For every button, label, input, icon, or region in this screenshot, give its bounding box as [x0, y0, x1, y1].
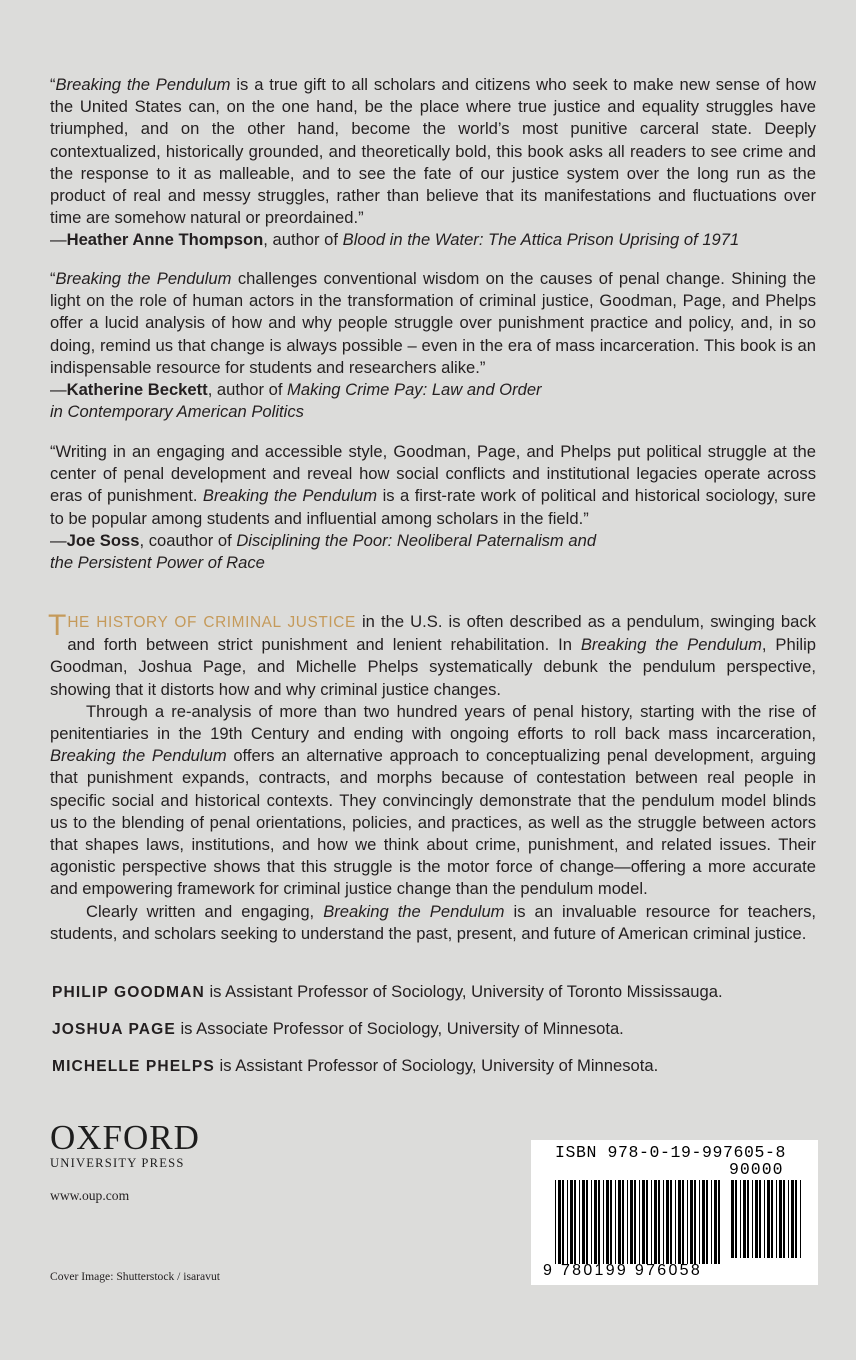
endorsement-quote: “Breaking the Pendulum challenges conventional wisdom on the causes of penal change. Shining the light on the role of human actors in the transformation of criminal justice, Goodman, Page, and Phelps offer a lucid analysis of how and why people struggle over punishment practice and policy, and, in so doing, remind us that change is always possible – even in the era of mass incarceration. This book is an indispensable resource for students and researchers alike.” [50, 269, 816, 377]
price-code: 90000 [729, 1160, 784, 1179]
barcode-bar [706, 1180, 708, 1264]
endorsement-beckett [50, 268, 816, 423]
author-name: MICHELLE PHELPS [52, 1058, 215, 1075]
barcode-bar [714, 1180, 717, 1264]
barcode-bar [598, 1180, 600, 1264]
barcode-bar [603, 1180, 604, 1264]
endorsement-attribution [50, 530, 816, 574]
isbn-barcode [531, 1140, 818, 1285]
barcode-bar [639, 1180, 640, 1264]
barcode-bar [795, 1180, 797, 1258]
barcode-bar [747, 1180, 749, 1258]
barcode-bar [752, 1180, 753, 1258]
lead-in: HE HISTORY OF CRIMINAL JUSTICE [67, 614, 356, 631]
quote-text: Writing in an engaging and accessible style, Goodman, Page, and Phelps put political struggle at the center of penal development and reveal how social conflicts and institutional legacies operate across eras of punishment. [50, 442, 816, 506]
barcode-bar [678, 1180, 681, 1264]
endorser-role: , author of [207, 380, 288, 400]
barcode-bar [579, 1180, 580, 1264]
barcode-bar [634, 1180, 636, 1264]
author-name: JOSHUA PAGE [52, 1021, 176, 1038]
barcode-bar [642, 1180, 645, 1264]
barcode-bar [610, 1180, 612, 1264]
barcode-bar [670, 1180, 672, 1264]
barcode-bar [606, 1180, 609, 1264]
dash: — [50, 530, 67, 550]
author-bio-text: is Assistant Professor of Sociology, University of Minnesota. [214, 1056, 659, 1075]
endorsement-attribution [50, 229, 816, 251]
barcode-bar [666, 1180, 669, 1264]
barcode-bar [586, 1180, 588, 1264]
endorsement-quote: “Writing in an engaging and accessible style, Goodman, Page, and Phelps put political struggle at the center of penal development and reveal how social conflicts and institutional legacies operate across eras of punishment. Breaking the Pendulum is a first-rate work of political and historical sociology, sure to be popular among students and influential among scholars in the field.” [50, 442, 816, 528]
barcode-bar [690, 1180, 693, 1264]
barcode-bar [779, 1180, 782, 1258]
publisher-url: www.oup.com [50, 1188, 130, 1203]
publisher-logo [50, 1118, 200, 1171]
book-title: Breaking the Pendulum [323, 901, 505, 921]
endorser-book: Blood in the Water: The Attica Prison Uprising of 1971 [342, 230, 740, 250]
book-title: Breaking the Pendulum [580, 635, 762, 655]
endorser-book-cont: in Contemporary American Politics [50, 402, 304, 422]
barcode-bar [675, 1180, 676, 1264]
endorser-name: Katherine Beckett [66, 380, 208, 400]
barcode-bar [651, 1180, 652, 1264]
barcode-bar [555, 1180, 556, 1264]
paragraph-text: in the U.S. is often described as a pendulum, swinging back and forth between strict punishment and lenient rehabilitation. In [67, 612, 816, 655]
paragraph-text: Through a re-analysis of more than two hundred years of penal history, starting with the rise of penitentiaries in the 19th Century and ending with ongoing efforts to roll back mass incarceration, [50, 701, 816, 744]
barcode-bar [771, 1180, 773, 1258]
author-name: PHILIP GOODMAN [52, 984, 205, 1001]
barcode-bar [687, 1180, 688, 1264]
barcode-bar [574, 1180, 576, 1264]
book-title: Breaking the Pendulum [202, 486, 378, 506]
endorser-book-cont: the Persistent Power of Race [50, 553, 265, 573]
barcode-bar [658, 1180, 660, 1264]
paragraph-text: offers an alternative approach to conceptualizing penal development, arguing that punishment expands, contracts, and morphs because of contestation between real people in specific social and historical contexts. They convincingly demonstrate that the pendulum model blinds us to the blending of penal orientations, policies, and practices, as well as the struggle between actors that shapes laws, institutions, and how we think about crime, punishment, and related issues. Their agonistic perspective shows that this struggle is the motor force of change—offering a more accurate and empowering framework for criminal justice change than the pendulum model. [50, 746, 816, 899]
dash: — [50, 380, 67, 400]
barcode-bar [663, 1180, 664, 1264]
description-paragraph-1 [50, 611, 816, 701]
barcode-bar [783, 1180, 785, 1258]
barcode-bar [755, 1180, 758, 1258]
barcode-bar [582, 1180, 585, 1264]
description-paragraph-3 [50, 901, 816, 945]
endorser-book: Disciplining the Poor: Neoliberal Paternalism and [236, 530, 597, 550]
barcode-bar [567, 1180, 568, 1264]
barcode-bar [718, 1180, 720, 1264]
barcode-bar [735, 1180, 737, 1258]
barcode-bar [622, 1180, 624, 1264]
barcode-bar [740, 1180, 741, 1258]
quote-text: challenges conventional wisdom on the causes of penal change. Shining the light on the role of human actors in the transformation of criminal justice, Goodman, Page, and Phelps offer a lucid analysis of how and why people struggle over punishment practice and policy, and, in so doing, remind us that change is always possible – even in the era of mass incarceration. This book is an indispensable resource for students and researchers alike.” [50, 269, 816, 377]
book-title: Breaking the Pendulum [55, 75, 231, 94]
paragraph-text: is an invaluable resource for teachers, students, and scholars seeking to understand the past, present, and future of American criminal justice. [50, 901, 816, 943]
barcode-bar [743, 1180, 746, 1258]
barcode-bar [759, 1180, 761, 1258]
book-description [50, 611, 816, 945]
logo-main-text: OXFORD [50, 1118, 200, 1157]
barcode-bar [702, 1180, 705, 1264]
endorser-book: Making Crime Pay: Law and Order [287, 380, 542, 400]
description-paragraph-2 [50, 701, 816, 901]
barcode-bar [570, 1180, 573, 1264]
book-title: Breaking the Pendulum [55, 269, 232, 288]
endorser-name: Heather Anne Thompson [66, 230, 264, 250]
barcode-bar [699, 1180, 700, 1264]
barcode-bar [562, 1180, 564, 1264]
author-bio [52, 1018, 818, 1041]
author-bios [52, 981, 818, 1092]
author-bio-text: is Assistant Professor of Sociology, University of Toronto Mississauga. [204, 982, 723, 1001]
barcode-bar [791, 1180, 794, 1258]
endorser-name: Joe Soss [66, 530, 140, 550]
endorsement-soss [50, 441, 816, 574]
paragraph-text: , Philip Goodman, Joshua Page, and Michelle Phelps systematically debunk the pendulum perspective, showing that it distorts how and why criminal justice changes. [50, 635, 817, 699]
barcode-bar [764, 1180, 765, 1258]
barcode-bar [591, 1180, 592, 1264]
barcode-bar [646, 1180, 648, 1264]
quote-text-cont: is a first-rate work of political and historical sociology, sure to be popular among students and influential among scholars in the field.” [50, 486, 816, 528]
barcode-bar [788, 1180, 789, 1258]
barcode-bar [767, 1180, 770, 1258]
endorser-role: , author of [263, 230, 343, 250]
barcode-bar [682, 1180, 684, 1264]
cover-credit: Cover Image: Shutterstock / isaravut [50, 1270, 221, 1283]
barcode-bar [558, 1180, 561, 1264]
endorsement-thompson [50, 74, 816, 252]
barcode-bar [731, 1180, 734, 1258]
author-bio [52, 1055, 818, 1078]
barcode-bar [800, 1180, 801, 1258]
author-bio [52, 981, 818, 1004]
book-title: Breaking the Pendulum [50, 746, 227, 766]
endorser-role: , coauthor of [139, 530, 237, 550]
quote-text: is a true gift to all scholars and citizens who seek to make new sense of how the United States can, on the one hand, be the place where true justice and equality struggles have triumphed, and on the other hand, become the world’s most punitive carceral state. Deeply contextualized, historically grounded, and theoretically bold, this book asks all readers to see crime and the response to it as malleable, and to see the fate of our justice system over the long run as the product of real and messy struggles, rather than believe that its manifestations and fluctuations over time are somehow natural or preordained.” [50, 75, 816, 228]
drop-cap: T [48, 609, 67, 642]
ean-digits: 9 780199 976058 [543, 1262, 703, 1279]
isbn-label: ISBN 978-0-19-997605-8 [555, 1143, 787, 1162]
barcode-bar [694, 1180, 696, 1264]
barcode-bar [615, 1180, 616, 1264]
logo-sub-text: UNIVERSITY PRESS [50, 1156, 185, 1170]
barcode-bar [594, 1180, 597, 1264]
barcode-bar [630, 1180, 633, 1264]
paragraph-text: Clearly written and engaging, [86, 901, 324, 921]
barcode-bar [711, 1180, 712, 1264]
dash: — [50, 230, 67, 250]
barcode-bar [654, 1180, 657, 1264]
endorsement-attribution [50, 379, 816, 423]
endorsement-quote: “Breaking the Pendulum is a true gift to all scholars and citizens who seek to make new sense of how the United States can, on the one hand, be the place where true justice and equality struggles have triumphed, and on the other hand, become the world’s most punitive carceral state. Deeply contextualized, historically grounded, and theoretically bold, this book asks all readers to see crime and the response to it as malleable, and to see the fate of our justice system over the long run as the product of real and messy struggles, rather than believe that its manifestations and fluctuations over time are somehow natural or preordained.” [50, 75, 816, 228]
author-bio-text: is Associate Professor of Sociology, University of Minnesota. [175, 1019, 624, 1038]
barcode-bar [627, 1180, 628, 1264]
barcode-bar [776, 1180, 777, 1258]
barcode-bar [618, 1180, 621, 1264]
